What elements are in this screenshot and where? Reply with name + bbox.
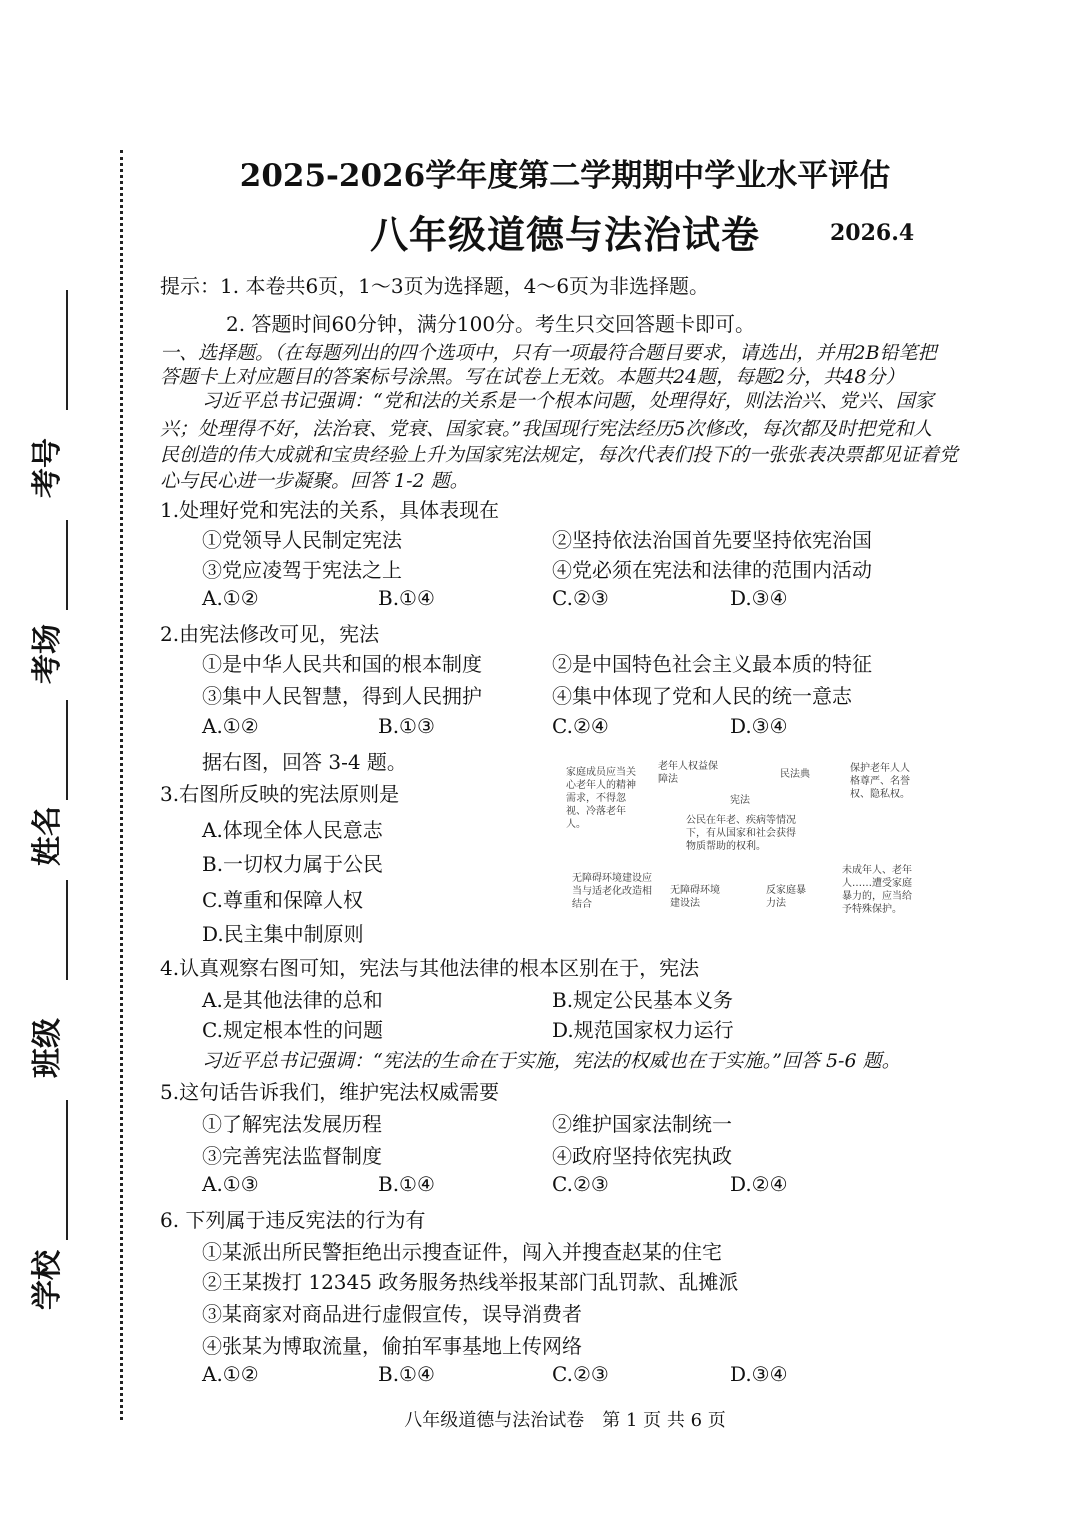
tip-line1: 提示：1. 本卷共6页，1～3页为选择题，4～6页为非选择题。 xyxy=(160,274,710,298)
q2-option-d: D.③④ xyxy=(730,714,788,738)
room-label: 考场 xyxy=(30,624,65,684)
q3-stem: 3.右图所反映的宪法原则是 xyxy=(160,782,400,806)
room-blank xyxy=(66,520,68,610)
q6-option-d: D.③④ xyxy=(730,1362,788,1386)
page-footer: 八年级道德与法治试卷 第 1 页 共 6 页 xyxy=(404,1410,726,1431)
q1-stem: 1.处理好党和宪法的关系，具体表现在 xyxy=(160,498,500,522)
figure-text-material-help: 公民在年老、疾病等情况下，有从国家和社会获得物质帮助的权利。 xyxy=(686,815,796,852)
q2-stem: 2.由宪法修改可见，宪法 xyxy=(160,622,380,646)
q6-statement-1: ①某派出所民警拒绝出示搜查证件，闯入并搜查赵某的住宅 xyxy=(202,1240,722,1264)
q2-statement-2: ②是中国特色社会主义最本质的特征 xyxy=(552,652,872,676)
q5-option-a: A.①③ xyxy=(202,1172,259,1196)
q4-option-c: C.规定根本性的问题 xyxy=(202,1018,383,1042)
material1-line2: 兴；处理得不好，法治衰、党衰、国家衰。”我国现行宪法经历5次修改，每次都及时把党和人 xyxy=(160,418,933,440)
q1-option-a: A.①② xyxy=(202,586,259,610)
q5-statement-4: ④政府坚持依宪执政 xyxy=(552,1144,732,1168)
exam-title-line1: 2025-2026学年度第二学期期中学业水平评估 xyxy=(239,158,891,194)
tip-line2: 2. 答题时间60分钟，满分100分。考生只交回答题卡即可。 xyxy=(226,312,756,336)
q2-statement-1: ①是中华人民共和国的根本制度 xyxy=(202,652,482,676)
name-blank xyxy=(66,700,68,800)
q6-option-a: A.①② xyxy=(202,1362,259,1386)
figure-text-special-protection: 未成年人、老年人……遭受家庭暴力的，应当给予特殊保护。 xyxy=(842,865,912,915)
q2-option-a: A.①② xyxy=(202,714,259,738)
exam-no-label: 考号 xyxy=(30,438,65,498)
figure-text-family-care: 家庭成员应当关心老年人的精神需求，不得忽视、冷落老年人。 xyxy=(566,767,636,830)
q5-option-b: B.①④ xyxy=(378,1172,435,1196)
q5-statement-2: ②维护国家法制统一 xyxy=(552,1112,732,1136)
q2-option-b: B.①③ xyxy=(378,714,435,738)
q2-statement-3: ③集中人民智慧，得到人民拥护 xyxy=(202,684,482,708)
q2-statement-4: ④集中体现了党和人民的统一意志 xyxy=(552,684,852,708)
figure-text-anti-violence-law: 反家庭暴力法 xyxy=(766,885,806,909)
class-label: 班级 xyxy=(30,1018,65,1078)
q3-option-c: C.尊重和保障人权 xyxy=(202,888,363,912)
q6-stem: 6. 下列属于违反宪法的行为有 xyxy=(160,1208,426,1232)
q2-option-c: C.②④ xyxy=(552,714,609,738)
q1-statement-4: ④党必须在宪法和法律的范围内活动 xyxy=(552,558,872,582)
law-relationship-figure xyxy=(558,752,918,930)
figure-text-constitution: 宪法 xyxy=(730,795,750,806)
q1-statement-1: ①党领导人民制定宪法 xyxy=(202,528,402,552)
exam-title-line2: 八年级道德与法治试卷 xyxy=(369,212,760,257)
q6-statement-3: ③某商家对商品进行虚假宣传，误导消费者 xyxy=(202,1302,582,1326)
q6-option-b: B.①④ xyxy=(378,1362,435,1386)
figure-text-dignity: 保护老年人人格尊严、名誉权、隐私权。 xyxy=(850,763,910,800)
name-label: 姓名 xyxy=(30,806,65,866)
q6-statement-4: ④张某为博取流量，偷拍军事基地上传网络 xyxy=(202,1334,582,1358)
q4-option-b: B.规定公民基本义务 xyxy=(552,988,734,1012)
q4-option-a: A.是其他法律的总和 xyxy=(202,988,383,1012)
q1-statement-3: ③党应凌驾于宪法之上 xyxy=(202,558,402,582)
q3-option-d: D.民主集中制原则 xyxy=(202,922,364,946)
q1-statement-2: ②坚持依法治国首先要坚持依宪治国 xyxy=(552,528,872,552)
q3-option-a: A.体现全体人民意志 xyxy=(202,818,383,842)
exam-no-blank xyxy=(66,290,68,410)
q6-option-c: C.②③ xyxy=(552,1362,609,1386)
q5-option-c: C.②③ xyxy=(552,1172,609,1196)
q1-option-b: B.①④ xyxy=(378,586,435,610)
exam-date: 2026.4 xyxy=(830,220,915,246)
class-blank xyxy=(66,880,68,980)
material1-line1: 习近平总书记强调：“党和法的关系是一个根本问题，处理得好，则法治兴、党兴、国家 xyxy=(202,390,934,412)
material1-line4: 心与民心进一步凝聚。回答 1-2 题。 xyxy=(160,470,469,492)
figure-text-barrier-free-law: 无障碍环境建设法 xyxy=(670,885,720,909)
section1-instruction-line1: 一、选择题。（在每题列出的四个选项中，只有一项最符合题目要求，请选出，并用2B铅笔把 xyxy=(160,342,937,364)
binding-dotted-line xyxy=(120,150,123,1420)
figure-intro: 据右图，回答 3-4 题。 xyxy=(202,750,407,774)
q5-statement-3: ③完善宪法监督制度 xyxy=(202,1144,382,1168)
q6-statement-2: ②王某拨打 12345 政务服务热线举报某部门乱罚款、乱摊派 xyxy=(202,1270,739,1294)
school-blank xyxy=(66,1100,68,1240)
section1-instruction-line2: 答题卡上对应题目的答案标号涂黑。写在试卷上无效。本题共24题，每题2分，共48分） xyxy=(160,366,905,388)
q5-option-d: D.②④ xyxy=(730,1172,788,1196)
figure-text-civil-code: 民法典 xyxy=(780,769,810,780)
q5-stem: 5.这句话告诉我们，维护宪法权威需要 xyxy=(160,1080,500,1104)
material2: 习近平总书记强调：“宪法的生命在于实施，宪法的权威也在于实施。”回答 5-6 题。 xyxy=(202,1050,901,1072)
q5-statement-1: ①了解宪法发展历程 xyxy=(202,1112,382,1136)
q3-option-b: B.一切权力属于公民 xyxy=(202,852,384,876)
q4-stem: 4.认真观察右图可知，宪法与其他法律的根本区别在于，宪法 xyxy=(160,956,700,980)
q1-option-d: D.③④ xyxy=(730,586,788,610)
figure-text-barrier-free: 无障碍环境建设应当与适老化改造相结合 xyxy=(572,873,652,910)
material1-line3: 民创造的伟大成就和宝贵经验上升为国家宪法规定，每次代表们投下的一张张表决票都见证着党 xyxy=(160,444,959,466)
q1-option-c: C.②③ xyxy=(552,586,609,610)
q4-option-d: D.规范国家权力运行 xyxy=(552,1018,734,1042)
school-label: 学校 xyxy=(30,1250,65,1310)
figure-text-elderly-law: 老年人权益保障法 xyxy=(658,761,718,785)
